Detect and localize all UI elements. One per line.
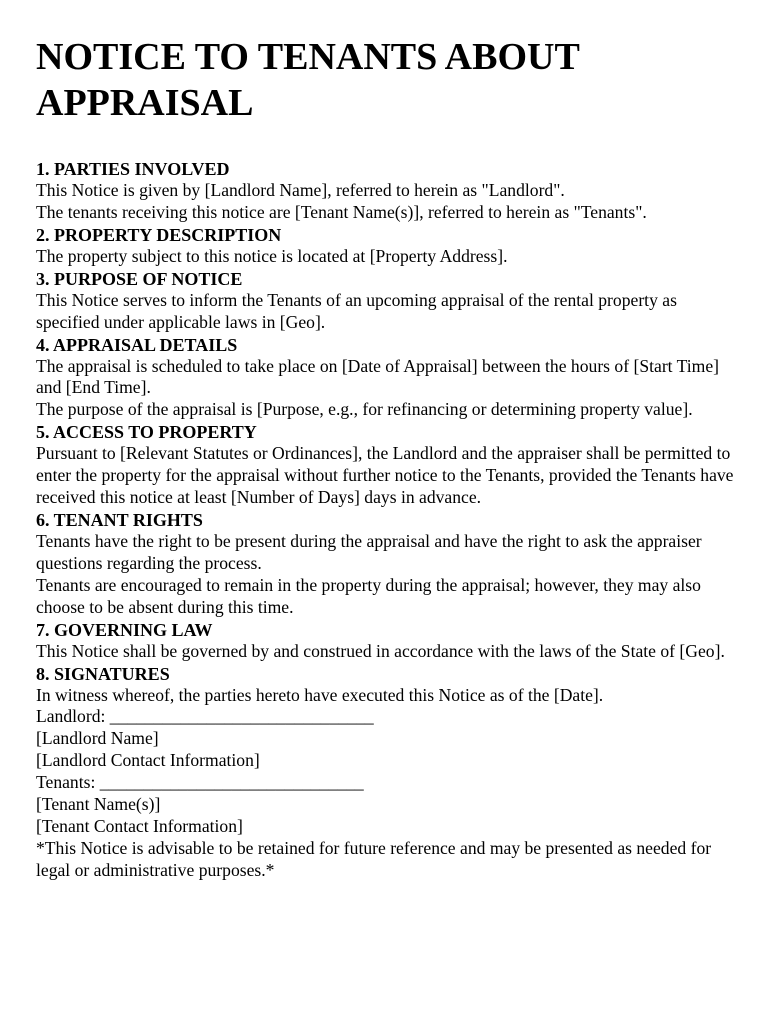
- section-heading: 1. PARTIES INVOLVED: [36, 159, 230, 179]
- section-governing-law: [36, 619, 746, 663]
- paragraph: The appraisal is scheduled to take place on [Date of Appraisal] between the hours of [Start Time] and [End Time].: [36, 355, 720, 398]
- paragraph: This Notice is given by [Landlord Name], referred to herein as "Landlord".: [36, 180, 565, 200]
- paragraph: This Notice serves to inform the Tenants of an upcoming appraisal of the rental property as specified under applicable laws in [Geo].: [36, 289, 677, 332]
- landlord-contact-placeholder: [Landlord Contact Information]: [36, 750, 260, 771]
- section-tenant-rights: [36, 509, 746, 619]
- section-heading: 8. SIGNATURES: [36, 663, 170, 684]
- paragraph: The purpose of the appraisal is [Purpose, e.g., for refinancing or determining property value].: [36, 399, 693, 420]
- document-page: [36, 34, 746, 882]
- paragraph: This Notice shall be governed by and construed in accordance with the laws of the State of [Geo].: [36, 640, 725, 661]
- section-heading: 5. ACCESS TO PROPERTY: [36, 422, 257, 443]
- tenant-contact-placeholder: [Tenant Contact Information]: [36, 815, 243, 836]
- paragraph: In witness whereof, the parties hereto have executed this Notice as of the [Date].: [36, 684, 604, 705]
- paragraph: The property subject to this notice is located at [Property Address].: [36, 245, 508, 266]
- paragraph: Tenants are encouraged to remain in the property during the appraisal; however, they may also choose to be absent during this time.: [36, 574, 701, 617]
- section-heading: 4. APPRAISAL DETAILS: [36, 334, 238, 355]
- section-signatures: [36, 663, 746, 882]
- paragraph: Tenants have the right to be present during the appraisal and have the right to ask the appraiser questions regarding the process.: [36, 530, 702, 573]
- section-parties-involved: [36, 158, 746, 224]
- section-heading: 2. PROPERTY DESCRIPTION: [36, 224, 282, 245]
- tenant-name-placeholder: [Tenant Name(s)]: [36, 794, 161, 815]
- section-purpose-of-notice: [36, 268, 746, 334]
- section-access-to-property: [36, 421, 746, 509]
- landlord-name-placeholder: [Landlord Name]: [36, 728, 159, 749]
- section-appraisal-details: [36, 334, 746, 422]
- section-property-description: [36, 224, 746, 268]
- landlord-signature-line: Landlord: ______________________________: [36, 706, 374, 727]
- tenants-signature-line: Tenants: ______________________________: [36, 772, 364, 793]
- section-heading: 7. GOVERNING LAW: [36, 619, 213, 640]
- document-title: NOTICE TO TENANTS ABOUT APPRAISAL: [36, 36, 580, 124]
- retention-note: *This Notice is advisable to be retained for future reference and may be presented as needed for legal or administrative purposes.*: [36, 837, 712, 880]
- paragraph: Pursuant to [Relevant Statutes or Ordinances], the Landlord and the appraiser shall be permitted to enter the property for the appraisal without further notice to the Tenants, provided the Tenants have received this notice at least [Number of Days] days in advance.: [36, 443, 734, 508]
- section-heading: 3. PURPOSE OF NOTICE: [36, 268, 243, 289]
- paragraph: The tenants receiving this notice are [Tenant Name(s)], referred to herein as "Tenants".: [36, 201, 647, 222]
- section-heading: 6. TENANT RIGHTS: [36, 509, 203, 530]
